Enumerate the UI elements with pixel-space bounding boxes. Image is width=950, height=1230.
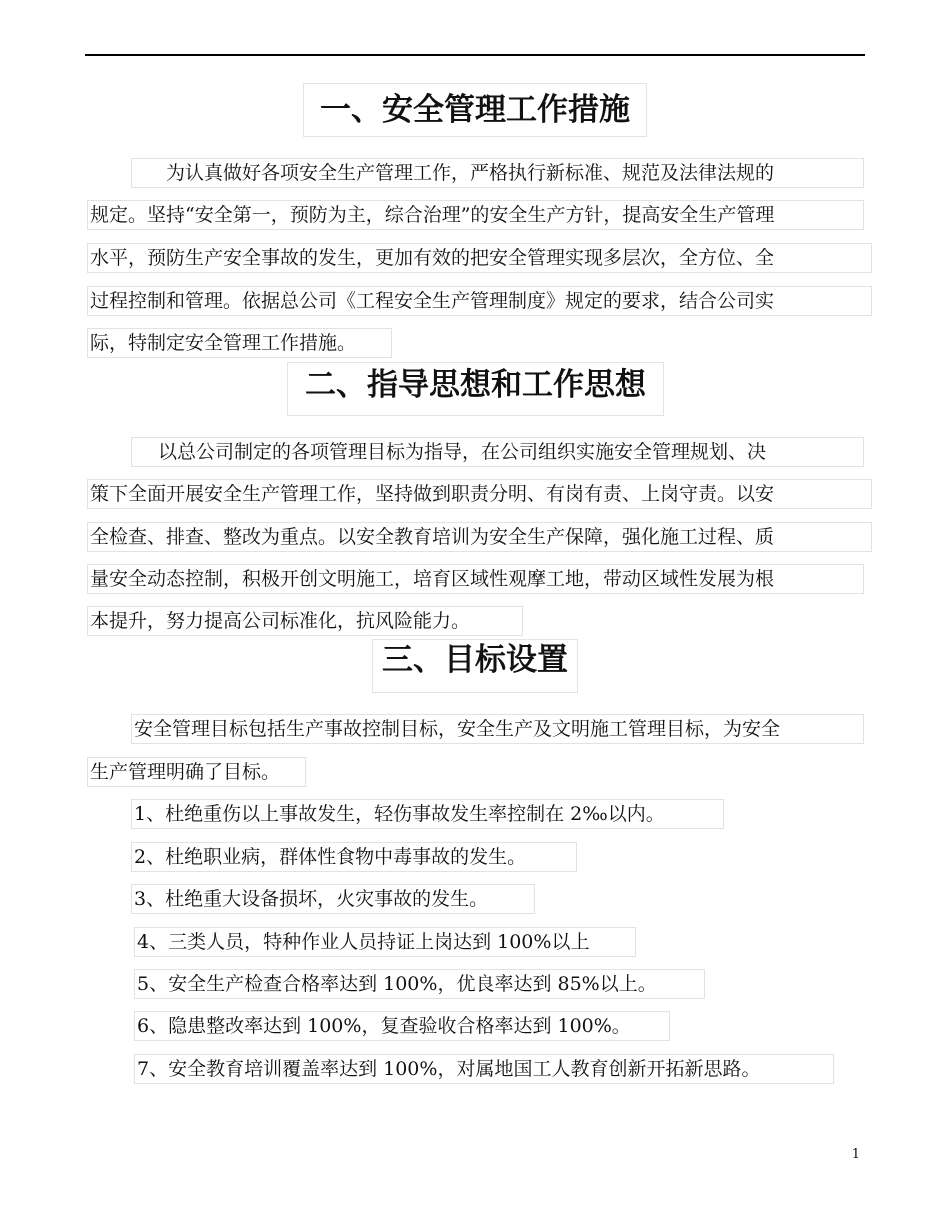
section2-line-4: 量安全动态控制，积极开创文明施工，培育区域性观摩工地，带动区域性发展为根 bbox=[87, 564, 864, 594]
section3-intro-line-2: 生产管理明确了目标。 bbox=[87, 757, 306, 787]
header-rule bbox=[85, 54, 865, 56]
section2-heading: 二、指导思想和工作思想 bbox=[287, 362, 664, 416]
goal-item-4: 4、三类人员，特种作业人员持证上岗达到 100%以上 bbox=[134, 927, 636, 957]
section2-line-1: 以总公司制定的各项管理目标为指导，在公司组织实施安全管理规划、决 bbox=[131, 437, 864, 467]
page-number: 1 bbox=[851, 1147, 860, 1162]
section1-line-5: 际，特制定安全管理工作措施。 bbox=[87, 328, 392, 358]
section3-heading: 三、目标设置 bbox=[372, 639, 578, 693]
goal-item-5: 5、安全生产检查合格率达到 100%，优良率达到 85%以上。 bbox=[134, 969, 705, 999]
section1-line-2: 规定。坚持“安全第一，预防为主，综合治理”的安全生产方针，提高安全生产管理 bbox=[87, 200, 864, 230]
section2-line-2: 策下全面开展安全生产管理工作，坚持做到职责分明、有岗有责、上岗守责。以安 bbox=[87, 479, 872, 509]
section2-line-3: 全检查、排查、整改为重点。以安全教育培训为安全生产保障，强化施工过程、质 bbox=[87, 522, 872, 552]
goal-item-7: 7、安全教育培训覆盖率达到 100%，对属地国工人教育创新开拓新思路。 bbox=[134, 1054, 834, 1084]
goal-item-3: 3、杜绝重大设备损坏，火灾事故的发生。 bbox=[131, 884, 535, 914]
goal-item-2: 2、杜绝职业病，群体性食物中毒事故的发生。 bbox=[131, 842, 577, 872]
section3-intro-line-1: 安全管理目标包括生产事故控制目标，安全生产及文明施工管理目标，为安全 bbox=[131, 714, 864, 744]
section2-line-5: 本提升，努力提高公司标准化，抗风险能力。 bbox=[87, 606, 523, 636]
section1-heading: 一、安全管理工作措施 bbox=[303, 83, 647, 137]
goal-item-1: 1、杜绝重伤以上事故发生，轻伤事故发生率控制在 2‰以内。 bbox=[131, 799, 724, 829]
section1-line-3: 水平，预防生产安全事故的发生，更加有效的把安全管理实现多层次，全方位、全 bbox=[87, 243, 872, 273]
section1-line-1: 为认真做好各项安全生产管理工作，严格执行新标准、规范及法律法规的 bbox=[131, 158, 864, 188]
section1-line-4: 过程控制和管理。依据总公司《工程安全生产管理制度》规定的要求，结合公司实 bbox=[87, 286, 872, 316]
goal-item-6: 6、隐患整改率达到 100%，复查验收合格率达到 100%。 bbox=[134, 1011, 670, 1041]
